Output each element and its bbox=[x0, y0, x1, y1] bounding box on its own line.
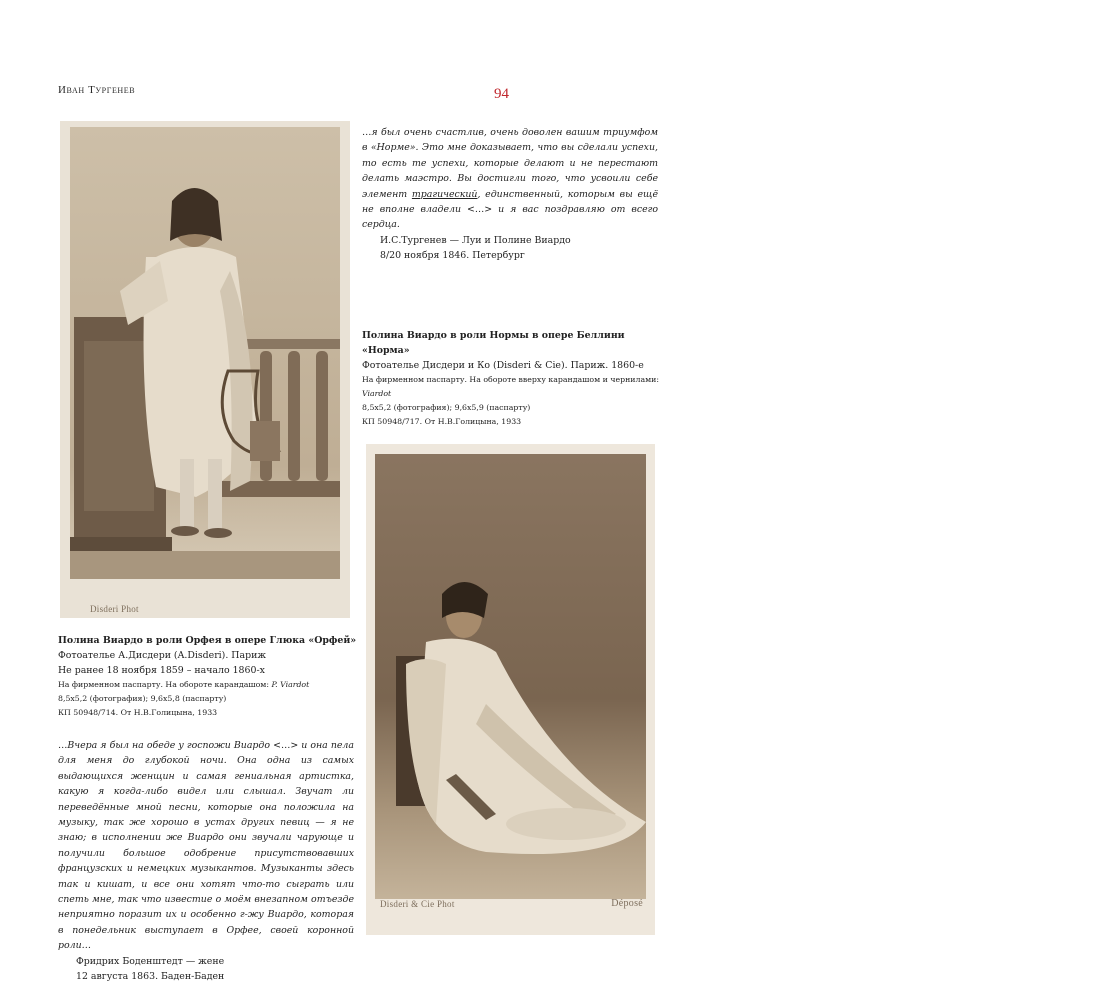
caption-orpheus-date: Не ранее 18 ноября 1859 – начало 1860-х bbox=[58, 665, 265, 676]
quote-turgenev-date: 8/20 ноября 1846. Петербург bbox=[380, 250, 525, 262]
running-head: Иван Тургенев bbox=[58, 84, 136, 96]
caption-norma-note-signature: Viardot bbox=[362, 389, 392, 398]
quote-bodenstedt-date: 12 августа 1863. Баден-Баден bbox=[76, 971, 225, 983]
norma-photo-image bbox=[366, 444, 655, 935]
caption-orpheus-note-signature: P. Viardot bbox=[271, 680, 310, 689]
norma-photo-studio-mark: Disderi & Cie Phot bbox=[380, 899, 455, 909]
caption-norma-studio: Фотоателье Дисдери и Ко (Disderi & Cie). Париж. 1860-е bbox=[362, 360, 644, 371]
quote-turgenev-author: И.С.Тургенев — Луи и Полине Виардо bbox=[380, 234, 571, 246]
quote-bodenstedt-text: …Вчера я был на обеде у госпожи Виардо <…> и она пела для меня до глубокой ночи. Она одна из самых выдающихся женщин и самая гениальная артистка, какую я когда-либо видел или слышал. Звучат ли переведённые мной песни, которые она положила на музыку, так же хорошо в устах других певиц — я не знаю; в исполнении же Виардо они звучали чарующе и получили большое одобрение присутствовавших французских и немецких музыкантов. Музыканты здесь так и кишат, и все они хотят что-то сыграть или спеть мне, так что известие о моём внезапном отъезде неприятно поразит их и особенно г-жу Виардо, которая в понедельник выступает в Орфее, своей коронной роли… bbox=[58, 740, 354, 952]
orpheus-photo-studio-mark: Disderi Phot bbox=[90, 604, 139, 614]
caption-norma bbox=[362, 328, 662, 429]
caption-norma-inventory: КП 50948/717. От Н.В.Голицына, 1933 bbox=[362, 417, 522, 426]
caption-orpheus-note-text: На фирменном паспарту. На обороте карандашом: bbox=[58, 680, 272, 689]
caption-norma-note-text: На фирменном паспарту. На обороте вверху карандашом и чернилами: bbox=[362, 375, 659, 384]
quote-turgenev-underlined: трагический bbox=[411, 188, 478, 200]
quote-turgenev bbox=[362, 125, 658, 264]
caption-norma-title: Полина Виардо в роли Нормы в опере Беллини «Норма» bbox=[362, 330, 625, 356]
caption-orpheus bbox=[58, 633, 358, 720]
caption-norma-dimensions: 8,5х5,2 (фотография); 9,6х5,9 (паспарту) bbox=[362, 403, 531, 412]
caption-orpheus-dimensions: 8,5х5,2 (фотография); 9,6х5,8 (паспарту) bbox=[58, 694, 227, 703]
orpheus-photo-image bbox=[60, 121, 350, 618]
norma-photo-depose-mark: Déposé bbox=[611, 898, 643, 909]
page-number: 94 bbox=[494, 86, 509, 102]
quote-turgenev-text-end: , единственный, которым вы ещё не вполне владели <…> и я вас поздравляю от всего сердца. bbox=[362, 188, 658, 231]
quote-turgenev-text-start: …я был очень счастлив, очень доволен вашим триумфом в «Норме». Это мне доказывает, что вы сделали успехи, то есть те успехи, которые делают и не перестают делать маэстро. Вы достигли того, что усвоили себе элемент bbox=[362, 127, 658, 200]
caption-orpheus-inventory: КП 50948/714. От Н.В.Голицына, 1933 bbox=[58, 708, 218, 717]
quote-bodenstedt-author: Фридрих Боденштедт — жене bbox=[76, 955, 225, 967]
caption-orpheus-title: Полина Виардо в роли Орфея в опере Глюка «Орфей» bbox=[58, 635, 357, 646]
caption-orpheus-studio: Фотоателье А.Дисдери (A.Disderi). Париж bbox=[58, 650, 266, 661]
quote-bodenstedt bbox=[58, 738, 354, 985]
quote-turgenev-text bbox=[362, 125, 658, 233]
photo-viardot-orpheus bbox=[60, 121, 350, 618]
caption-orpheus-note bbox=[58, 678, 358, 692]
photo-viardot-norma bbox=[366, 444, 655, 935]
caption-norma-note bbox=[362, 373, 662, 401]
